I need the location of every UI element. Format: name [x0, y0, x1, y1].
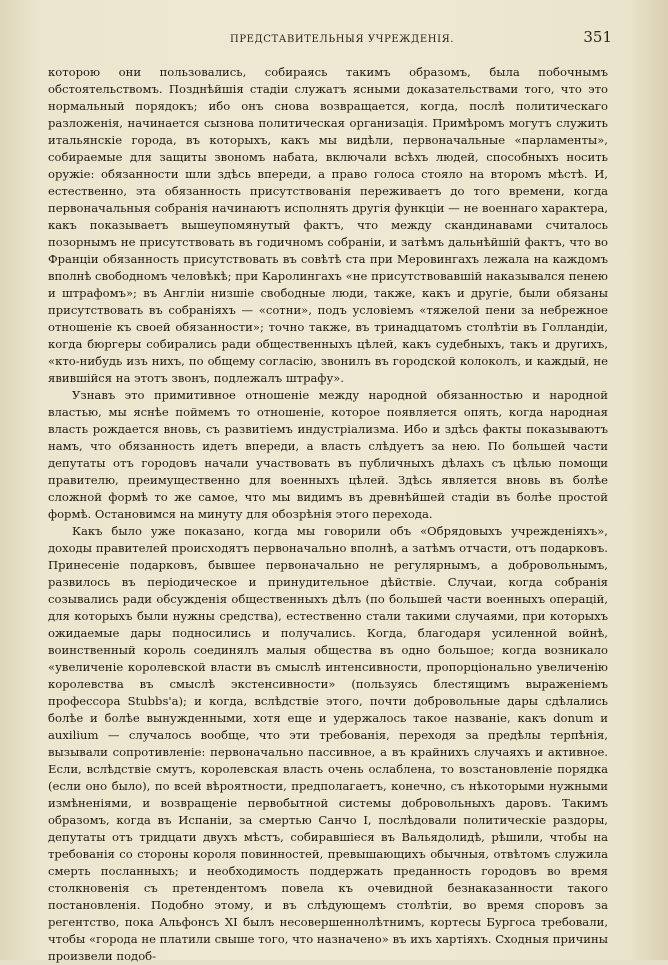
- paragraph: Какъ было уже показано, когда мы говорили объ «Обрядовыхъ учрежденіяхъ», доходы правителей происходятъ первоначально вполнѣ, а затѣмъ отчасти, отъ подарковъ. Принесеніе подарковъ, бывшее первоначально не регулярнымъ, а добровольнымъ, развилось въ періодическое и принудительное дѣйствіе. Случаи, когда собранія созывались ради обсужденія общественныхъ дѣлъ (по большей части военныхъ операцій, для которыхъ были нужны средства), естественно стали такими случаями, при которыхъ ожидаемые дары подносились и получались. Когда, благодаря усиленной войнѣ, воинственный король соединялъ малыя общества въ одно большое; когда возникало «увеличеніе королевской власти въ смыслѣ интенсивности, пропорціонально увеличенію королевства въ смыслѣ экстенсивности» (пользуясь блестящимъ выраженіемъ профессора Stubbs'а); и когда, вслѣдствіе этого, почти добровольные дары сдѣлались болѣе и болѣе вынужденными, хотя еще и удержалось такое названіе, какъ donum и auxilium — случалось вообще, что эти требованія, переходя за предѣлы терпѣнія, вызывали сопротивленіе: первоначально пассивное, а въ крайнихъ случаяхъ и активное. Если, вслѣдствіе смутъ, королевская власть очень ослаблена, то возстановленіе порядка (если оно было), по всей вѣроятности, предполагаетъ, конечно, съ нѣкоторыми нужными измѣненіями, и возвращеніе первобытной системы добровольныхъ даровъ. Такимъ образомъ, когда въ Испаніи, за смертью Санчо I, послѣдовали политическіе раздоры, депутаты отъ тридцати двухъ мѣстъ, собиравшіеся въ Вальядолидѣ, рѣшили, чтобы на требованія со стороны короля повинностей, превышающихъ обычныя, отвѣтомъ служила смерть посланныхъ; и необходимость поддержать преданность городовъ во время столкновенія съ претендентомъ повела къ очевидной безнаказанности такого постановленія. Подобно этому, и въ слѣдующемъ столѣтіи, во время споровъ за регентство, пока Альфонсъ XI былъ несовершеннолѣтнимъ, кортесы Бургоса требовали, чтобы «города не платили свыше того, что назначено» въ ихъ хартіяхъ. Сходныя причины произвели подоб-: [48, 524, 608, 963]
- running-title: ПРЕДСТАВИТЕЛЬНЫЯ УЧРЕЖДЕНІЯ.: [230, 34, 455, 45]
- paragraph-continued: которою они пользовались, собираясь такимъ образомъ, была побочнымъ обстоятельствомъ. Позднѣйшія стадіи служатъ ясными доказательствами того, что это нормальный порядокъ; ибо онъ снова возвращается, когда, послѣ политическаго разложенія, начинается сызнова политическая организація. Примѣромъ могутъ служить итальянскіе города, въ которыхъ, какъ мы видѣли, первоначальные «парламенты», собираемые для защиты звономъ набата, включали всѣхъ людей, способныхъ носить оружіе: обязанности шли здѣсь впереди, а право голоса стояло на второмъ мѣстѣ. И, естественно, эта обязанность присутствованія переживаетъ до того времени, когда первоначальныя собранія начинаютъ исполнять другія функціи — не военнаго характера, какъ показываетъ вышеупомянутый фактъ, что между скандинавами считалось позорнымъ не присутствовать въ годичномъ собраніи, и затѣмъ дальнѣйшій фактъ, что во Франціи обязанность присутствовать въ совѣтѣ ста при Меровингахъ лежала на каждомъ вполнѣ свободномъ человѣкѣ; при Каролингахъ «не присутствовавшій наказывался пенею и штрафомъ»; въ Англіи низшіе свободные люди, также, какъ и другіе, были обязаны присутствовать въ собраніяхъ — «сотни», подъ условіемъ «тяжелой пени за небрежное отношеніе къ своей обязанности»; точно также, въ тринадцатомъ столѣтіи въ Голландіи, когда бюргеры собирались ради общественныхъ цѣлей, какъ судебныхъ, такъ и другихъ, «кто-нибудь изъ нихъ, по общему согласію, звонилъ въ городской колоколъ, и каждый, не явившійся на этотъ звонъ, подлежалъ штрафу».: [48, 65, 608, 385]
- page-number: 351: [583, 28, 612, 46]
- page-header: [44, 28, 612, 50]
- paragraph: Узнавъ это примитивное отношеніе между народной обязанностью и народной властью, мы яснѣе поймемъ то отношеніе, которое появляется опять, когда народная власть рождается вновь, съ развитіемъ индустріализма. Ибо и здѣсь факты показываютъ намъ, что обязанность идетъ впереди, а власть слѣдуетъ за нею. По большей части депутаты отъ городовъ начали участвовать въ публичныхъ дѣлахъ съ цѣлью помощи правителю, преимущественно для военныхъ цѣлей. Здѣсь является вновь въ болѣе сложной формѣ то же самое, что мы видимъ въ древнѣйшей стадіи въ болѣе простой формѣ. Остановимся на минуту для обозрѣнія этого перехода.: [48, 388, 608, 521]
- page-body: [48, 64, 608, 963]
